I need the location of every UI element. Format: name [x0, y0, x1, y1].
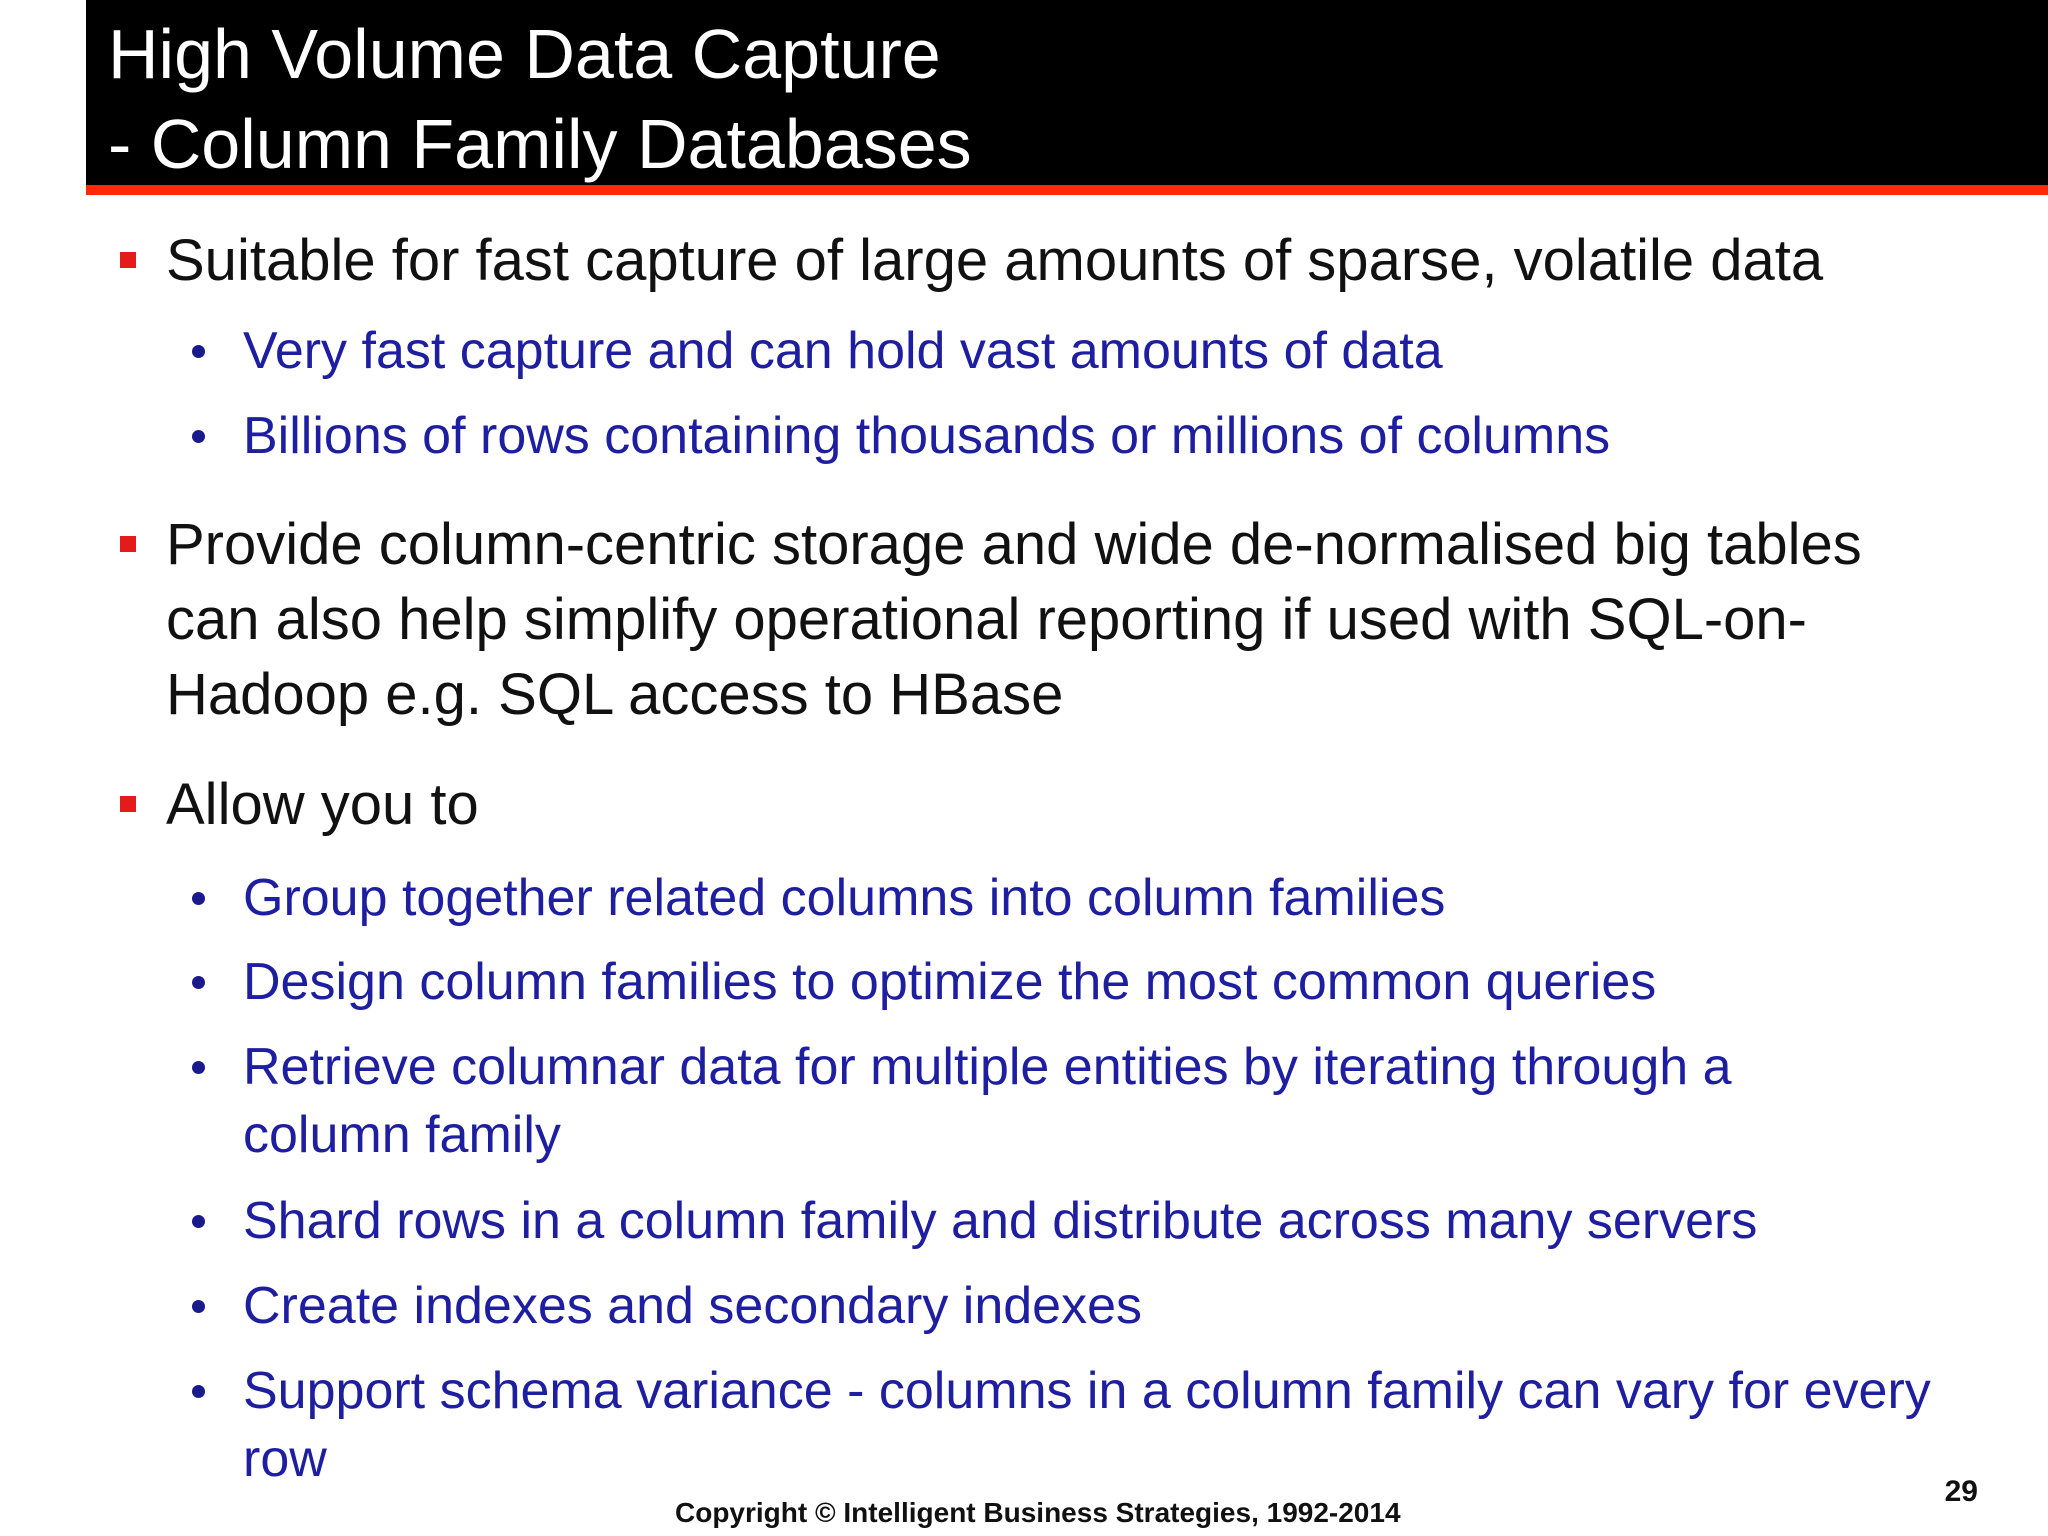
title-underline	[86, 185, 2048, 195]
bullet-text: Allow you to	[166, 772, 479, 837]
copyright-footer: Copyright © Intelligent Business Strategies, 1992-2014	[675, 1497, 1401, 1528]
sub-bullet-text: Retrieve columnar data for multiple entities by iterating through a column family	[243, 1038, 1732, 1164]
page-number: 29	[1944, 1475, 1978, 1508]
sub-bullet-text: Create indexes and secondary indexes	[243, 1277, 1143, 1335]
sub-bullet-text: Billions of rows containing thousands or millions of columns	[243, 407, 1611, 465]
sub-bullet-text: Support schema variance - columns in a column family can vary for every row	[243, 1362, 1931, 1488]
sub-bullet-text: Group together related columns into column families	[243, 869, 1446, 927]
bullet-text: Provide column-centric storage and wide de-normalised big tables can also help simplify operational reporting if used with SQL-on-Hadoop e.g. SQL access to HBase	[166, 512, 1862, 727]
round-bullet-icon	[192, 976, 205, 989]
square-bullet-icon	[120, 252, 136, 268]
round-bullet-icon	[192, 892, 205, 905]
bullet-text: Suitable for fast capture of large amounts of sparse, volatile data	[166, 228, 1824, 293]
round-bullet-icon	[192, 345, 205, 358]
round-bullet-icon	[192, 430, 205, 443]
sub-bullet-text: Shard rows in a column family and distribute across many servers	[243, 1192, 1758, 1250]
round-bullet-icon	[192, 1300, 205, 1313]
square-bullet-icon	[120, 796, 136, 812]
sub-bullet-text: Very fast capture and can hold vast amounts of data	[243, 322, 1443, 380]
round-bullet-icon	[192, 1215, 205, 1228]
sub-bullet-text: Design column families to optimize the most common queries	[243, 953, 1657, 1011]
slide-title-line-1: High Volume Data Capture	[108, 15, 941, 93]
slide-title-line-2: - Column Family Databases	[108, 105, 972, 183]
square-bullet-icon	[120, 536, 136, 552]
round-bullet-icon	[192, 1061, 205, 1074]
round-bullet-icon	[192, 1385, 205, 1398]
